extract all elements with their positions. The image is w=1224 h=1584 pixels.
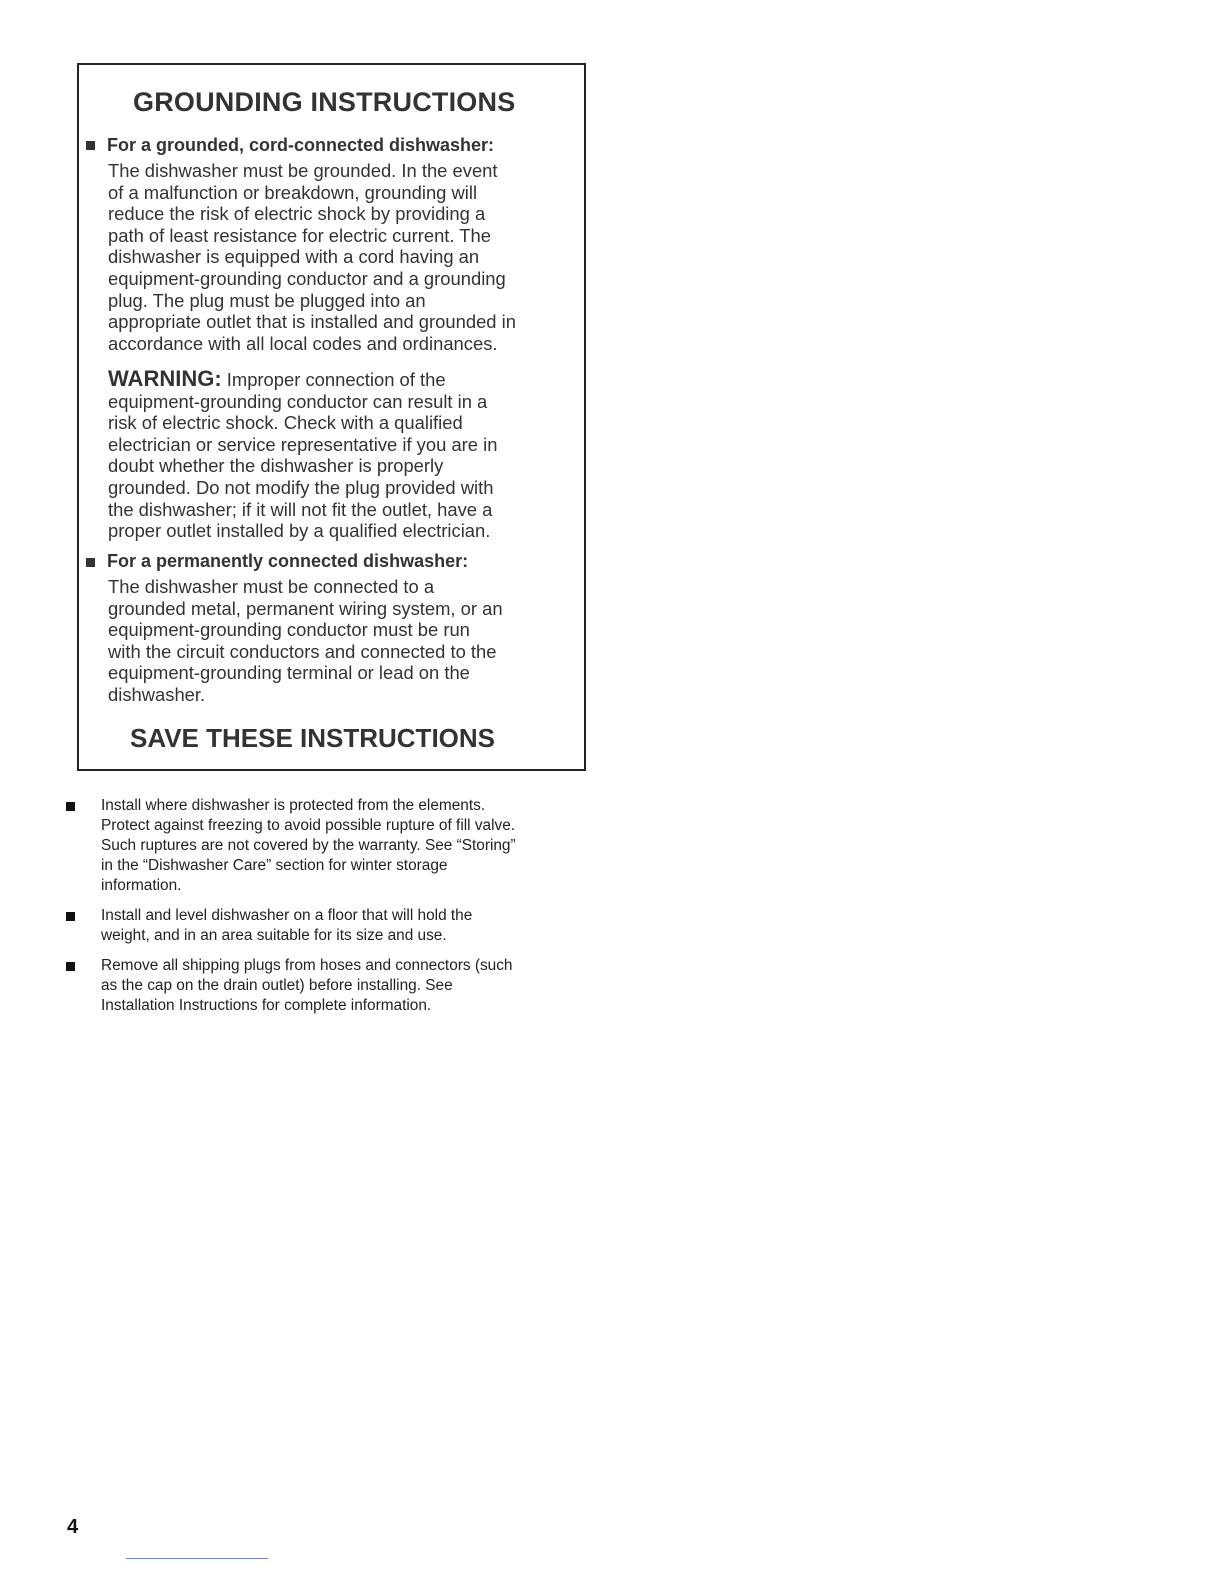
page-number: 4 — [67, 1516, 79, 1538]
permanent-connection-heading: For a permanently connected dishwasher: — [107, 551, 469, 571]
bullet-square-icon — [66, 802, 75, 811]
grounding-title: GROUNDING INSTRUCTIONS — [133, 87, 516, 117]
warning-label: WARNING: — [108, 366, 222, 391]
footer-divider — [126, 1558, 268, 1559]
warning-paragraph — [108, 368, 578, 542]
grounding-instructions-box — [77, 63, 586, 771]
bullet-text: Install where dishwasher is protected from the elements. Protect against freezing to avoid possible rupture of fill valve. Such ruptures are not covered by the warranty. See “Storing” in the “Dishwasher Care” section for winter storage information. — [101, 797, 516, 894]
bullet-text: Install and level dishwasher on a floor that will hold the weight, and in an area suitable for its size and use. — [101, 907, 473, 944]
bullet-text: Remove all shipping plugs from hoses and connectors (such as the cap on the drain outlet) before installing. See Installation Instructions for complete information. — [101, 957, 513, 1014]
permanent-connection-text: The dishwasher must be connected to a grounded metal, permanent wiring system, or an equipment-grounding conductor must be run with the circuit conductors and connected to the equipment-grounding terminal or lead on the dishwasher. — [108, 576, 503, 705]
warning-text: Improper connection of the equipment-grounding conductor can result in a risk of electric shock. Check with a qualified electrician or service representative if you are in doubt whether the dishwasher is properly grounded. Do not modify the plug provided with the dishwasher; if it will not fit the outlet, have a proper outlet installed by a qualified electrician. — [108, 369, 498, 542]
bullet-square-icon — [66, 912, 75, 921]
bullet-square-icon — [86, 558, 95, 567]
bullet-square-icon — [66, 962, 75, 971]
bullet-square-icon — [86, 141, 95, 150]
cord-connected-text: The dishwasher must be grounded. In the event of a malfunction or breakdown, grounding will reduce the risk of electric shock by providing a path of least resistance for electric current. The dishwasher is equipped with a cord having an equipment-grounding conductor and a grounding plug. The plug must be plugged into an appropriate outlet that is installed and grounded in accordance with all local codes and ordinances. — [108, 160, 516, 354]
cord-connected-heading: For a grounded, cord-connected dishwasher: — [107, 135, 495, 155]
save-instructions-footer: SAVE THESE INSTRUCTIONS — [130, 723, 496, 753]
